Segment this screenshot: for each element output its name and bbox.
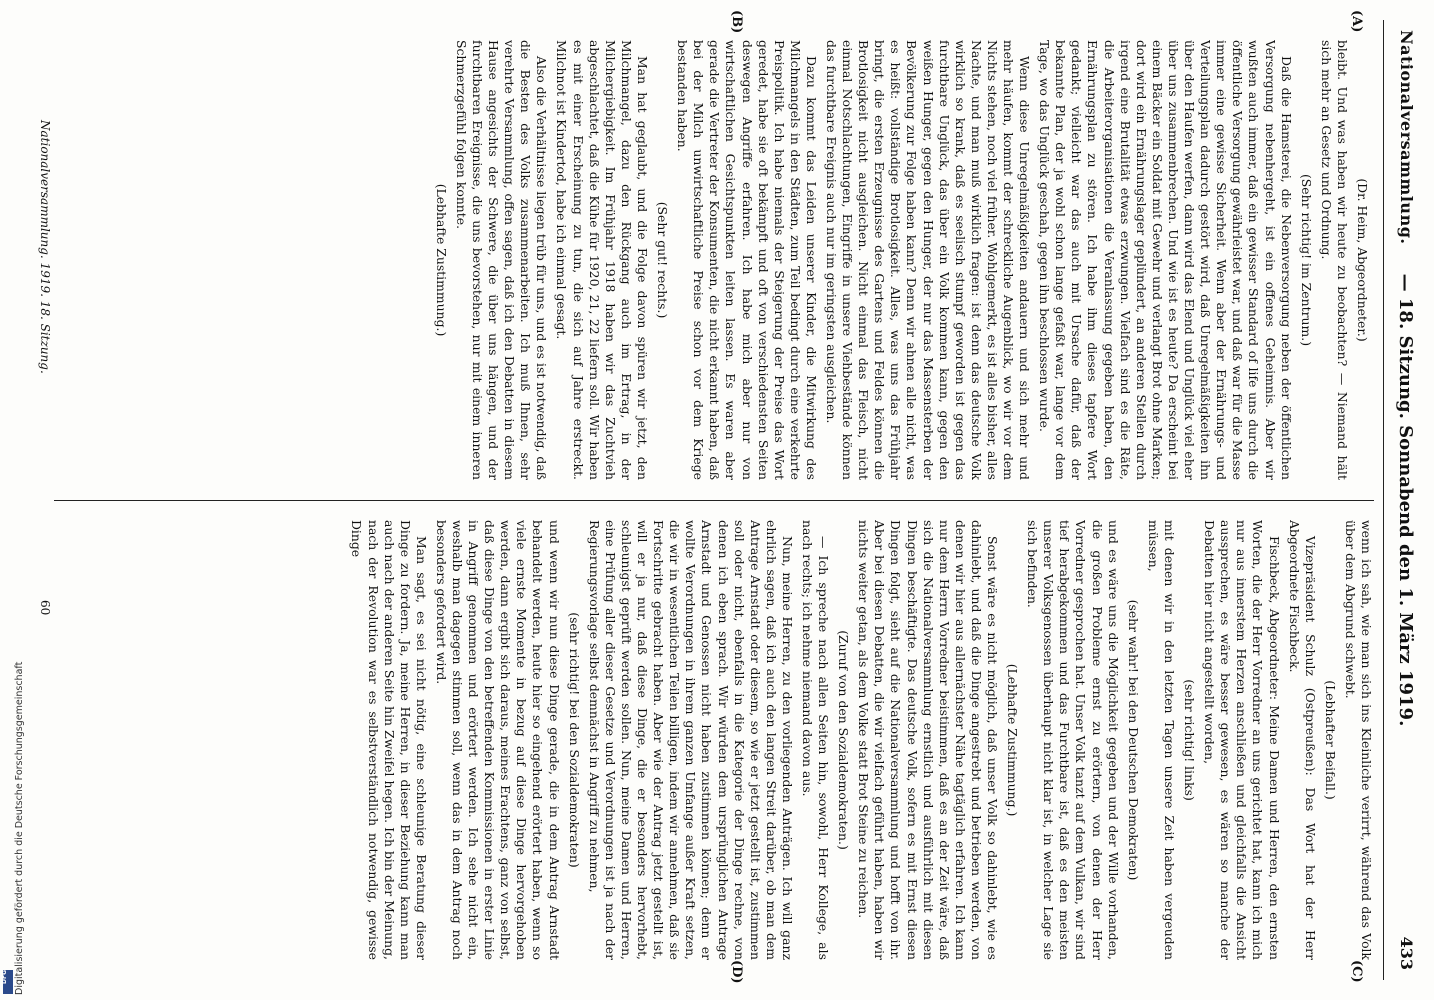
page-number: 433 [1397,936,1416,970]
paragraph: Also die Verhältnisse liegen trüb für uns, und es ist notwendig, daß die Besten des Volks zusammenarbeiten. Ich muß Ihnen, sehr verehrte Versammlung, offen sagen, daß ich den Debatten in diesem Hause angesichts der Schwere, die über uns hängen, und der furchtbaren Ereignisse, die uns bevorstehen, nur mit einem inneren Schmerzgefühl folgen konnte. [453,40,550,480]
digitization-credit [2,600,25,995]
paragraph: und wenn wir nun diese Dinge gerade, die in dem Antrag Arnstadt behandelt werden, heute hier so eingehend erörtert haben, wenn so viele ernste Momente in bezug auf diese Dinge hervorgehoben werden, dann ergibt sich daraus, meines Erachtens, ganz von selbst, daß diese Dinge von den betreffenden Kommissionen in erster Linie in Angriff genommen und erörtert werden. Ich sehe nicht ein, weshalb man dagegen stimmen soll, wenn das in dem Antrag noch besonders gefordert wird. [433,520,562,960]
dfg-logo-icon [3,970,13,994]
paragraph: Sonst wäre es nicht möglich, daß unser Volk so dahinlebt, wie es dahinlebt, und daß die Dinge angestrebt und betrieben werden, von denen wir hier aus allernächster Nähe tagtäglich erfahren. Ich kann nur dem Herrn Vorredner beistimmen, daß es an der Zeit wäre, daß sich die Nationalversammlung ernstlich und ausführlich mit diesen Dingen beschäftigte. Das deutsche Volk, sofern es mit Ernst diesen Dingen folgt, sieht auf die Nationalversammlung und hofft von ihr. Aber bei diesen Debatten, die wir vielfach geführt haben, haben wir nichts weiter getan, als dem Volke statt Brot Steine zu reichen. [856,520,1001,960]
paragraph: Fischbeck, Abgeordneter: Meine Damen und Herren, den ernsten Worten, die der Herr Vorredner an uns gerichtet hat, kann ich mich nur aus innerstem Herzen anschließen und gleichfalls die Ansicht aussprechen, es wäre besser gewesen, es wären so manche der Debatten hier nicht angestellt worden, [1202,520,1282,960]
paragraph: Daß die Hamsterei, die Nebenversorgung neben der öffentlichen Versorgung nebenhergeht, ist ein offenes Geheimnis. Aber wir wußten auch immer, daß ein gewisser Standard of life uns durch die öffentliche Versorgung gewährleistet war, und daß war für die Masse immer eine gewisse Sicherheit. Wenn aber der Ernährungs- und Verteilungsplan dadurch gestört wird, daß Unregelmäßigkeiten ihn über den Haufen werfen, dann wird das Elend und Unglück viel eher über uns zusammenbrechen. Und wie ist es heute? Da erscheint bei einem Bäcker ein Soldat mit Gewehr und verlangt Brot ohne Marken; dort wird ein Ernährungslager geplündert, an anderen Stellen durch irgend eine Brutalität etwas erzwungen. Vielfach sind es die Räte, die Arbeiterorganisationen die Veranlassung gegeben haben, den Ernährungsplan zu stören. Ich habe ihm dieses tapfere Wort gedankt; vielleicht war das auch mit Ursache dafür, daß der bekannte Plan, der ja wohl schon lange gefaßt war, lange vor dem Tage, wo das Unglück geschah, gegen ihn beschlossen wurde. [1037,40,1294,480]
right-column [64,520,1374,960]
margin-mark-d: (D) [729,960,744,984]
margin-mark-a: (A) [1349,10,1364,33]
running-head [1374,0,1434,1000]
interjection: (Zuruf von den Sozialdemokraten.) [836,630,852,850]
header-left: Nationalversammlung. [1397,30,1416,245]
paragraph: bleibt. Und was haben wir heute zu beobachten? — Niemand hält sich mehr an Gesetz und Ordnung. [1318,40,1350,480]
paragraph: Wenn diese Unregelmäßigkeiten andauern und sich mehr und mehr häufen, kommt der schreckliche Augenblick, wo wir vor dem Nichts stehen, noch viel früher. Wohlgemerkt, es ist alles bisher, alles Nachte, und man muß wirklich fragen: ist denn das deutsche Volk wirklich so krank, daß es seelisch stumpf geworden ist gegen das furchtbare Unglück, das über ein Volk kommen kann, gegen den weißen Hunger, gegen den Hunger, der nur das Massensterben der Bevölkerung zur Folge haben kann? Denn wir ahnen alle nicht, was es heißt: vollständige Brotlosigkeit. Alles, was uns das Frühjahr bringt, die ersten Erzeugnisse des Gartens und Feldes können die Brotlosigkeit nicht ausgleichen. Nicht einmal das Fleisch, nicht einmal Notschlachtungen, Eingriffe in unsere Viehbestände können das furchtbare Ereignis auch nur im geringsten ausgleichen. [824,40,1033,480]
interjection: (Sehr richtig! im Zentrum.) [1298,173,1314,347]
header-rule [1383,20,1384,980]
paragraph: und es wäre uns die Möglichkeit gegeben und der Wille vorhanden, die großen Probleme ernst zu erörtern, von denen der Herr Vorredner gesprochen hat. Unser Volk tanzt auf dem Vulkan, wir sind tief herabgekommen und das Furchtbare ist, daß es den meisten unserer Volksgenossen überhaupt nicht klar ist, in welcher Lage sie sich befinden. [1025,520,1121,960]
paragraph: mit denen wir in den letzten Tagen unsere Zeit haben vergeuden müssen, [1145,520,1177,960]
header-center: — 18. Sitzung. Sonnabend den 1. März 1919. [1395,273,1416,727]
dfg-logo-text: DFG [1,969,8,984]
footer-title: Nationalversammlung. 1919. 18. Sitzung. [38,120,52,374]
interjection: (Lebhafter Beifall.) [1322,680,1338,800]
paragraph: Vizepräsident Schulz (Ostpreußen): Das Wort hat der Herr Abgeordnete Fischbeck. [1286,520,1318,960]
interjection: (sehr wahr! bei den Deutschen Demokraten) [1125,599,1141,881]
paragraph: Man sagt, es sei nicht nötig, eine schleunige Beratung dieser Dinge zu fordern. Ja, meine Herren, in dieser Beziehung kann man auch nach der anderen Seite hin Zweifel hegen. Ich bin der Meinung, nach der Revolution war es selbstverständlich notwendig, gewisse Dinge [349,520,429,960]
speaker-continuation: (Dr. Heim, Abgeordneter.) [1355,178,1370,342]
column-divider [54,500,1374,501]
paragraph: Dazu kommt das Leiden unserer Kinder, die Mitwirkung des Milchmangels in den Städten, zum Teil bedingt durch eine verkehrte Preispolitik. Ich habe niemals der Steigerung der Preise das Wort geredet, habe sie oft bekämpft und oft von verschiedensten Seiten deswegen Angriffe erfahren. Ich habe mich aber nur von wirtschaftlichen Gesichtspunkten leiten lassen. Es waren aber gerade die Vertreter der Konsumenten, die nicht erkannt haben, daß bei der Milch unwirtschaftliche Preise schon vor dem Kriege bestanden haben. [675,40,819,480]
paragraph: — Ich spreche nach allen Seiten hin, sowohl, Herr Kollege, als nach rechts; ich nehme niemand davon aus. [800,520,832,960]
paragraph: Nun, meine Herren, zu den vorliegenden Anträgen. Ich will ganz ehrlich sagen, daß ich auch den langen Streit darüber, ob man dem Antrage Arnstadt oder diesem, so wie er jetzt gestellt ist, zustimmen soll oder nicht, ebenfalls in die Kategorie der Dinge rechne, von denen ich eben sprach. Wir würden dem ursprünglichen Antrage Arnstadt und Genossen nicht haben zustimmen können; denn er wollte Verordnungen in ihrem ganzen Umfange außer Kraft setzen, die wir in wesentlichen Teilen billigen, indem wir annehmen, daß sie Fortschritte gebracht haben. Aber wie der Antrag jetzt gestellt ist, will er ja nur, daß diese Dinge, die er besonders hervorhebt, schleunigst geprüft werden sollen. Nun, meine Damen und Herren, eine Prüfung aller dieser Gesetze und Verordnungen ist ja nach der Regierungsvorlage selbst demnächst in Angriff zu nehmen, [586,520,795,960]
left-column [64,40,1374,480]
interjection: (Sehr gut! rechts.) [655,201,671,319]
credit-text: Digitalisierung gefördert durch die Deutsche Forschungsgemeinschaft [14,661,25,995]
interjection: (Lebhafte Zustimmung.) [1005,663,1021,817]
paragraph: wenn ich sah, wie man sich ins Kleinliche verirrt, während das Volk über dem Abgrund schwebt. [1342,520,1374,960]
footer-sheet-number: 60 [38,600,52,616]
interjection: (sehr richtig! links) [1182,679,1198,801]
paragraph: Man hat geglaubt, und die Folge davon spüren wir jetzt, den Milchmangel, dazu den Rückgang auch im Ertrag, in der Milchergiebigkeit. Im Frühjahr 1918 haben wir das Zuchtvieh abgeschlachtet, daß die Kühe für 1920, 21, 22 liefern soll. Wir haben es mit einer Erscheinung zu tun, die sich auf Jahre erstreckt. Milchnot ist Kindertod, habe ich einmal gesagt. [554,40,650,480]
margin-mark-b: (B) [729,10,744,34]
interjection: (Lebhafte Zustimmung.) [433,183,449,337]
margin-mark-c: (C) [1349,960,1364,983]
interjection: (sehr richtig! bei den Sozialdemokraten) [566,612,582,868]
